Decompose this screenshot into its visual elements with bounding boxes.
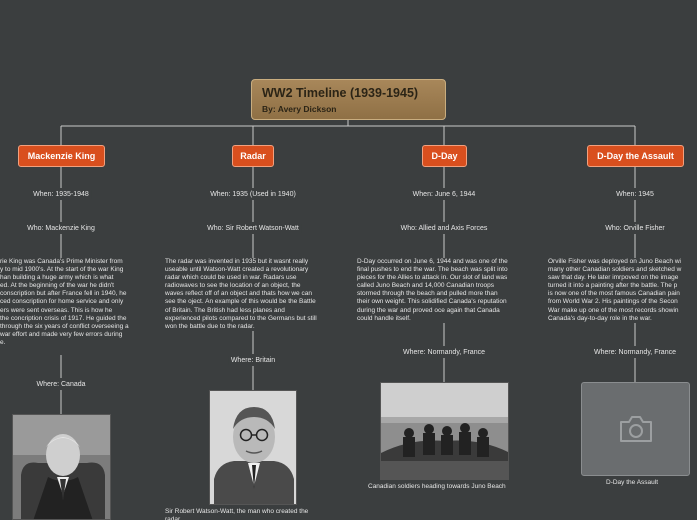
branch-2-who: Who: Sir Robert Watson-Watt xyxy=(207,225,299,232)
branch-2-when: When: 1935 (Used in 1940) xyxy=(210,191,296,198)
branch-radar[interactable]: Radar xyxy=(232,145,274,167)
branch-d-day[interactable]: D-Day xyxy=(422,145,467,167)
juno-beach-photo[interactable] xyxy=(380,382,509,480)
branch-1-description: rie King was Canada's Prime Minister from y to mid 1900's. At the start of the war King han building a huge army which is what ed. At the beginning of the war he didn't conscription but after France fell in 1940, he ced conscription for home service and only ers were sent overseas. This is how he the concription crisis of 1917. He guided the through the six years of conflict overseeing a war effort and made very few errors during e. xyxy=(0,258,129,346)
branch-mackenzie-king[interactable]: Mackenzie King xyxy=(18,145,105,167)
branch-4-description: Orville Fisher was deployed on Juno Beach wi many other Canadian soldiers and sketched w saw that day. He later imrpoved on the image turned it into a painting after the battle. The p is now one of the most famous Canadian pain from World War 2. His paintings of the Secon War make up one of the most records showin Canada's day-to-day role in the war. xyxy=(548,258,682,322)
branch-4-where: Where: Normandy, France xyxy=(594,349,676,356)
branch-2-where: Where: Britain xyxy=(230,357,276,364)
root-title: WW2 Timeline (1939-1945) xyxy=(262,86,419,100)
camera-icon xyxy=(618,414,654,444)
branch-3-description: D-Day occurred on June 6, 1944 and was one of the final pushes to end the war. The beach was split into pieces for the Allies to attack in. Our slot of land was called Juno Beach and 14,000 Canadian troops stormed through the beach and pulled more than their own weight. This solidified Canada's reputation during the war and proved oce again that Canada could handle itself. xyxy=(357,258,508,322)
branch-3-who: Who: Allied and Axis Forces xyxy=(400,225,488,232)
watson-watt-caption: Sir Robert Watson-Watt, the man who created the radar xyxy=(165,508,309,520)
root-topic[interactable] xyxy=(251,79,446,120)
watson-watt-photo[interactable] xyxy=(209,390,297,505)
d-day-assault-caption: D-Day the Assault xyxy=(606,479,659,486)
branch-2-description: The radar was invented in 1935 but it wasnt really useable until Watson-Watt created a revolutionary radar which could be used in war. Radars use radiowaves to see the location of an object, the waves reflect off of an object and thats how we can see the oject. An example of this would be the Battle of Britain. The British had less planes and experienced pilots compared to the Germans but still won the battle due to the radar. xyxy=(165,258,317,330)
mackenzie-king-photo[interactable] xyxy=(12,414,111,520)
juno-beach-caption: Canadian soldiers heading towards Juno Beach xyxy=(368,483,506,490)
branch-3-when: When: June 6, 1944 xyxy=(412,191,476,198)
branch-d-day-the-assault[interactable]: D-Day the Assault xyxy=(587,145,684,167)
branch-1-who: Who: Mackenzie King xyxy=(27,225,95,232)
root-connector xyxy=(61,120,635,145)
image-placeholder[interactable] xyxy=(581,382,690,476)
branch-1-where: Where: Canada xyxy=(36,381,86,388)
branch-1-when: When: 1935-1948 xyxy=(33,191,89,198)
root-subtitle: By: Avery Dickson xyxy=(262,104,337,114)
branch-4-when: When: 1945 xyxy=(616,191,654,198)
branch-3-where: Where: Normandy, France xyxy=(403,349,485,356)
branch-4-who: Who: Orville Fisher xyxy=(605,225,665,232)
